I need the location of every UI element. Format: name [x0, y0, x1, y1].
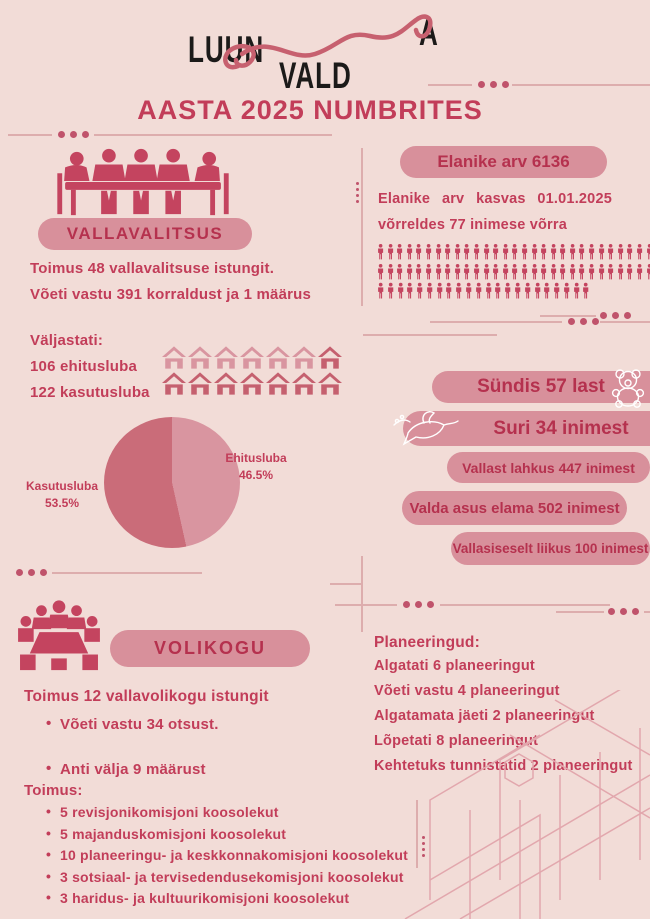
- permits-item2: 122 kasutusluba: [30, 384, 150, 401]
- divider-line: [556, 611, 604, 613]
- divider-line: [512, 84, 650, 86]
- planning-item: Kehtetuks tunnistatid 2 planeeringut: [374, 758, 633, 774]
- divider-line: [363, 334, 497, 336]
- planning-item: Algatati 6 planeeringut: [374, 658, 535, 674]
- population-pictogram: [377, 243, 650, 302]
- planning-item: Lõpetati 8 planeeringut: [374, 733, 539, 749]
- left-municipality-label: Vallast lahkus 447 inimest: [462, 459, 635, 476]
- moved-within-pill: [451, 532, 650, 565]
- teddy-bear-icon: [608, 366, 648, 408]
- logo-word-start: LUUN: [188, 30, 265, 71]
- divider-line: [600, 321, 650, 323]
- round-table-icon: [14, 598, 104, 674]
- pie-label-kasutusluba: [20, 478, 104, 512]
- dove-icon: [390, 403, 462, 451]
- pie-label-pct: 46.5%: [238, 468, 274, 482]
- divider-line: [361, 556, 363, 632]
- population-pill-label: Elanike arv 6136: [437, 152, 570, 171]
- word: kasvas: [476, 191, 526, 207]
- meeting-table-icon: [55, 146, 231, 220]
- committee-item: • 5 majanduskomisjoni koosolekut: [44, 826, 408, 842]
- committee-item: • 3 sotsiaal- ja tervisedendusekomisjoni koosolekut: [44, 869, 408, 885]
- committee-item: • 10 planeeringu- ja keskkonnakomisjoni koosolekut: [44, 847, 408, 863]
- page-title: AASTA 2025 NUMBRITES: [137, 95, 483, 125]
- divider-line: [335, 604, 397, 606]
- three-dots-icon: [568, 318, 599, 325]
- word: Elanike: [378, 191, 431, 207]
- divider-line: [330, 583, 361, 585]
- planning-item: Võeti vastu 4 planeeringut: [374, 683, 560, 699]
- logo-word-end: A: [419, 13, 439, 54]
- committee-meetings-heading: Toimus:: [24, 782, 83, 799]
- volikogu-line1: Toimus 12 vallavolikogu istungit: [24, 688, 269, 705]
- three-dots-icon: [478, 81, 509, 88]
- vallavalitsus-pill-label: VALLAVALITSUS: [66, 224, 224, 243]
- divider-line: [540, 315, 596, 317]
- volikogu-pill-label: VOLIKOGU: [153, 638, 266, 658]
- pie-label-ehitusluba: [214, 450, 298, 484]
- divider-line: [428, 84, 472, 86]
- three-dots-icon: [608, 608, 639, 615]
- volikogu-pill: [110, 630, 310, 667]
- divider-line: [8, 134, 52, 136]
- divider-line: [361, 148, 363, 306]
- committee-meetings-list: [44, 804, 408, 906]
- divider-line: [644, 611, 650, 613]
- population-pill: [400, 146, 607, 178]
- pie-label-name: Ehitusluba: [225, 451, 287, 465]
- divider-line: [430, 321, 562, 323]
- volikogu-bullet-1: • Võeti vastu 34 otsust.: [44, 716, 650, 733]
- births-pill-label: Sündis 57 last: [477, 376, 605, 397]
- divider-line: [94, 134, 332, 136]
- committee-item: • 3 haridus- ja kultuurikomisjoni koosolekut: [44, 890, 408, 906]
- vallavalitsus-line2: Võeti vastu 391 korraldust ja 1 määrus: [30, 286, 312, 303]
- moved-in-label: Valda asus elama 502 inimest: [409, 499, 620, 517]
- word: arv: [441, 191, 465, 207]
- permits-item1: 106 ehitusluba: [30, 358, 138, 375]
- population-growth-line2: võrreldes 77 inimese võrra: [378, 217, 567, 233]
- vallavalitsus-pill: [38, 218, 252, 250]
- moved-in-pill: [402, 491, 627, 525]
- planning-item: Algatamata jäeti 2 planeeringut: [374, 708, 595, 724]
- left-municipality-pill: [447, 452, 650, 483]
- three-dots-icon: [16, 569, 47, 576]
- houses-pictogram: [162, 346, 342, 398]
- population-growth-line1: [378, 191, 612, 207]
- committee-item: • 5 revisjonikomisjoni koosolekut: [44, 804, 408, 820]
- logo-squiggle-icon: [180, 4, 450, 84]
- moved-within-label: Vallasiseselt liikus 100 inimest: [452, 541, 649, 556]
- deaths-pill-label: Suri 34 inimest: [493, 417, 629, 439]
- volikogu-bullet-2: • Anti välja 9 määrust: [44, 761, 650, 778]
- word: 01.01.2025: [537, 191, 612, 207]
- pie-label-pct: 53.5%: [44, 496, 80, 510]
- building-wireframe-art: [400, 690, 650, 919]
- divider-line: [52, 572, 202, 574]
- three-dots-icon: [403, 601, 434, 608]
- logo-word-bottom: VALD: [279, 56, 352, 97]
- pie-label-name: Kasutusluba: [25, 479, 98, 493]
- vallavalitsus-line1: Toimus 48 vallavalitsuse istungit.: [30, 260, 275, 277]
- three-dots-icon: [600, 312, 631, 319]
- permits-heading: Väljastati:: [30, 332, 104, 349]
- planning-heading: Planeeringud:: [374, 634, 480, 651]
- mini-dots-icon: [356, 182, 359, 203]
- divider-line: [440, 604, 610, 606]
- three-dots-icon: [58, 131, 89, 138]
